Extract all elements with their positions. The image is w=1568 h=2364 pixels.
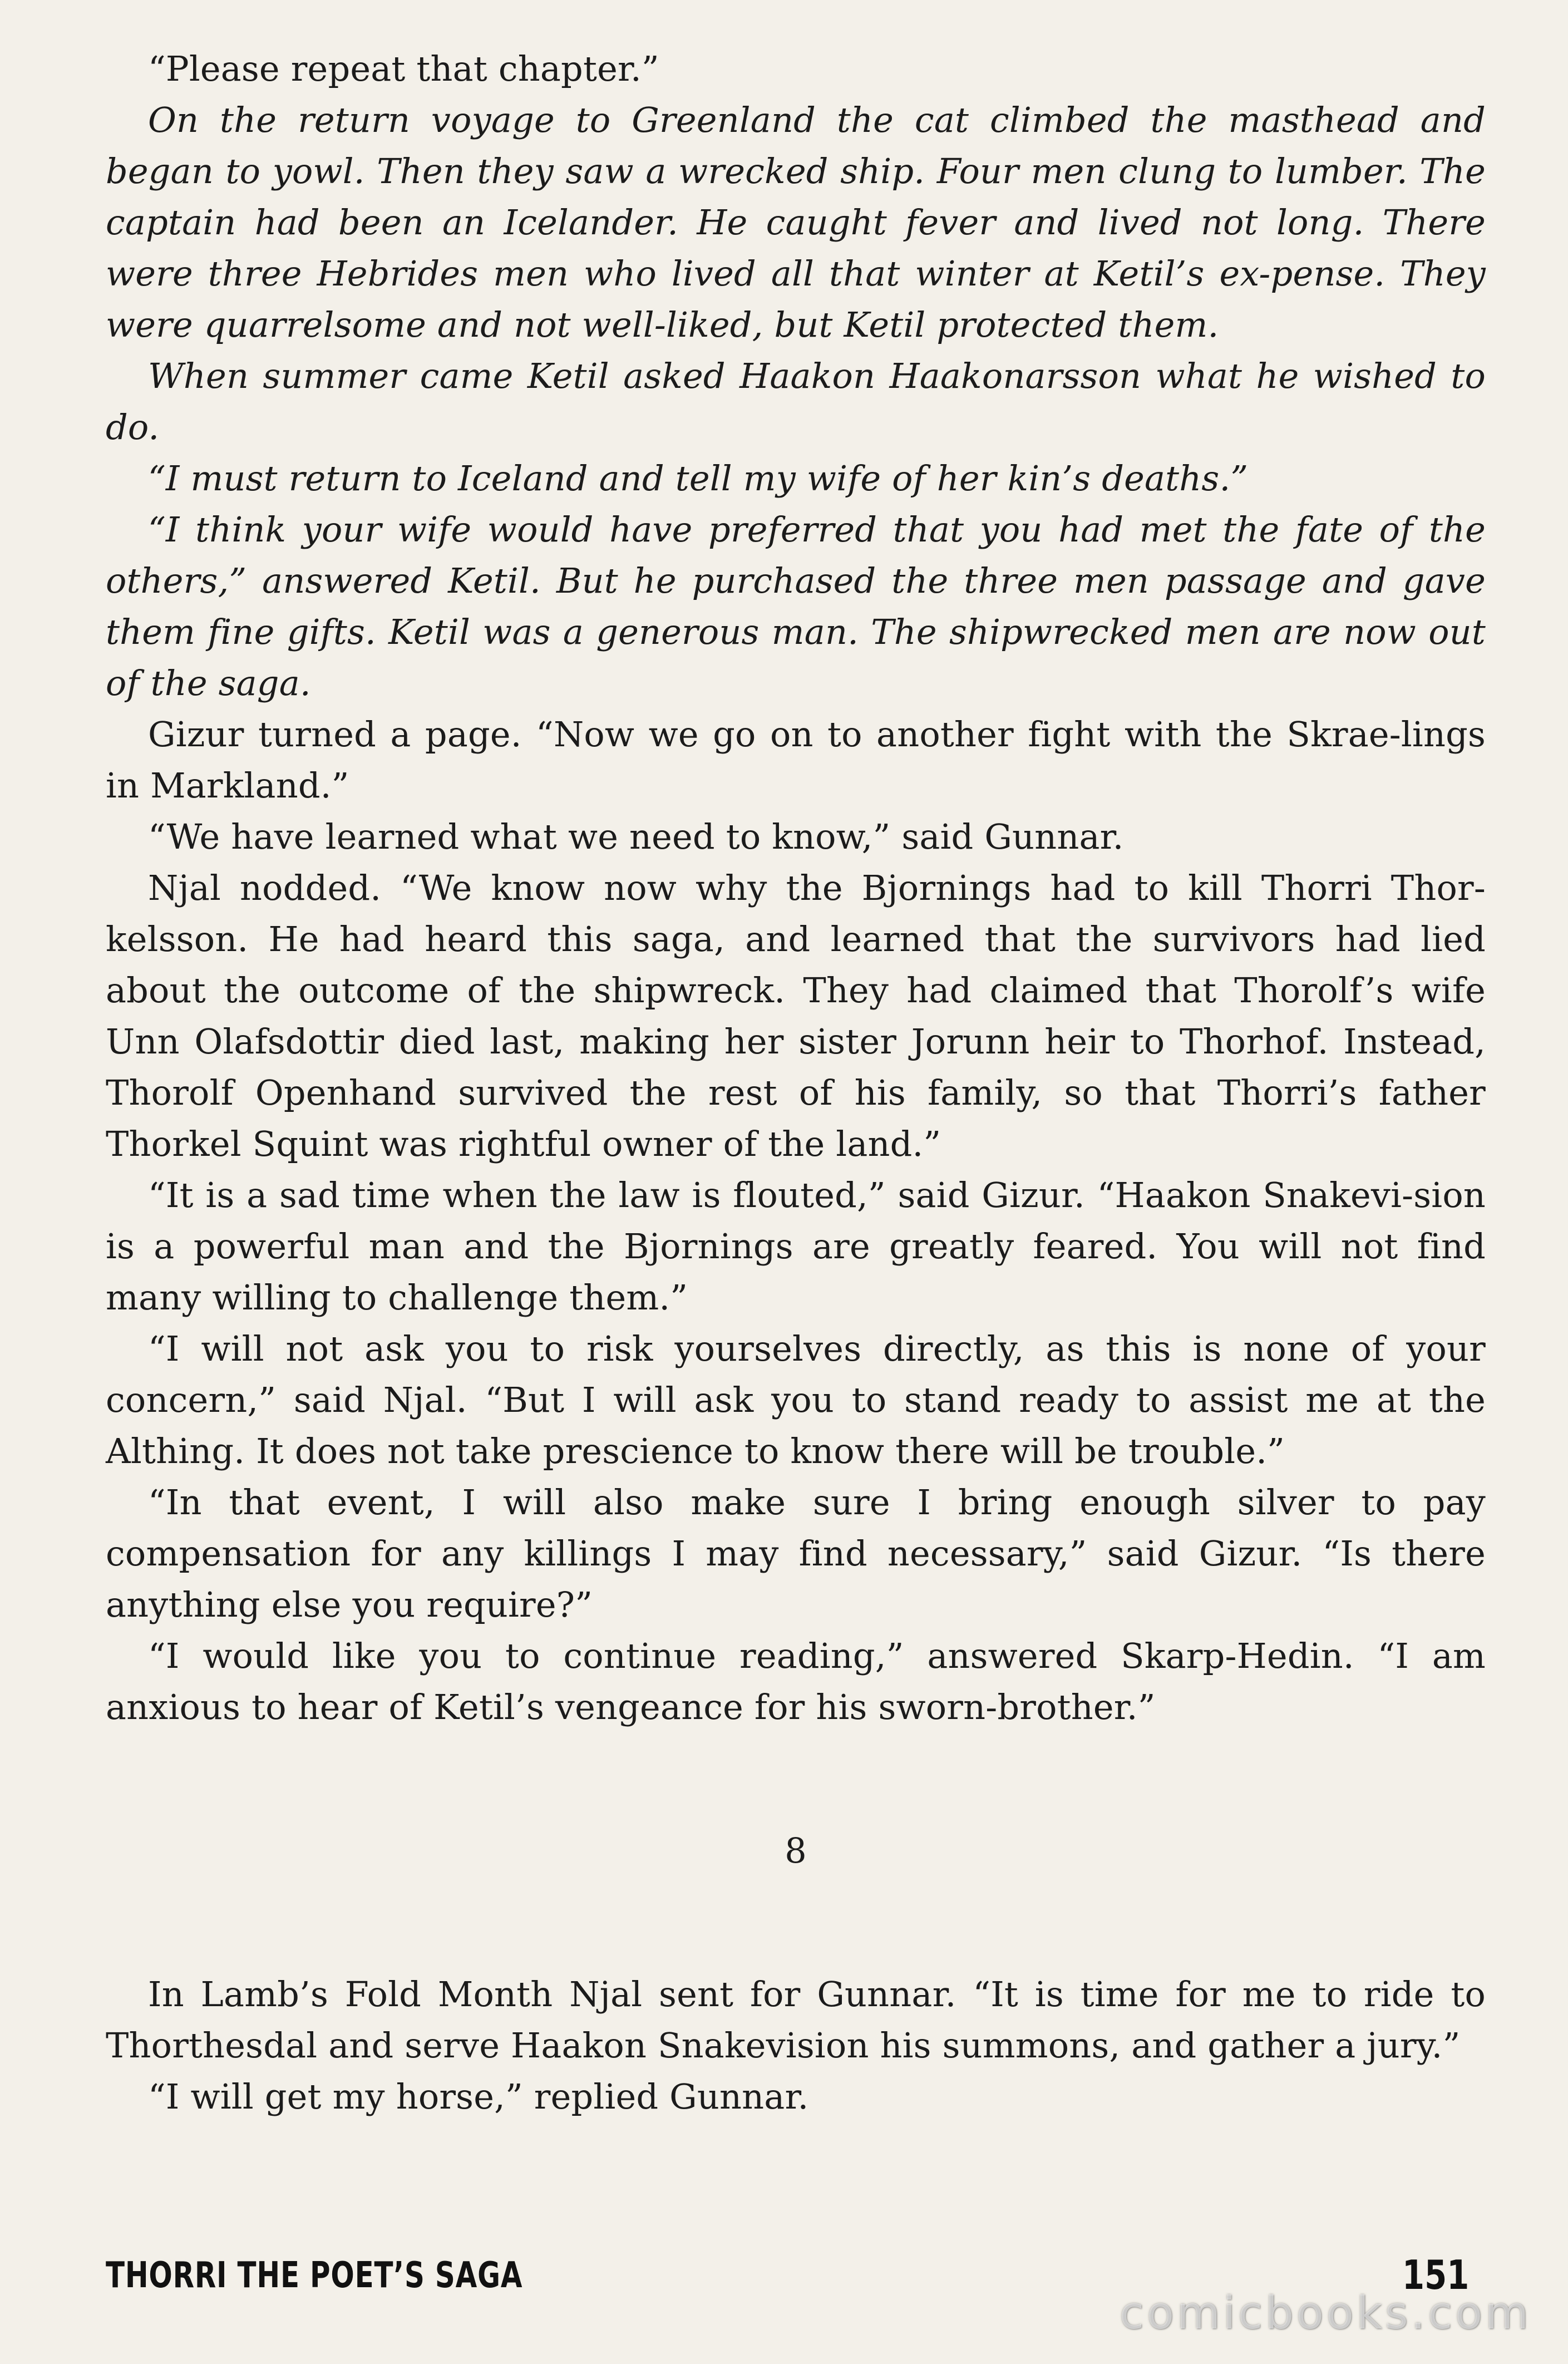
paragraph: “I must return to Iceland and tell my wife of her kin’s deaths.” bbox=[148, 458, 1249, 499]
page-number: 151 bbox=[1402, 2252, 1469, 2298]
paragraph: “In that event, I will also make sure I bring enough silver to pay compensation for any killings I may find necessary,” said Gizur. “Is there anything else you require?” bbox=[106, 1482, 1486, 1625]
paragraph: “I would like you to continue reading,” answered Skarp-Hedin. “I am anxious to hear of Ketil’s vengeance for his sworn-brother.” bbox=[106, 1636, 1486, 1727]
chapter-number: 8 bbox=[785, 1830, 807, 1871]
paragraph: In Lamb’s Fold Month Njal sent for Gunnar. “It is time for me to ride to Thorthesdal and serve Haakon Snakevision his summons, and gather a jury.” bbox=[106, 1974, 1486, 2066]
paragraph: When summer came Ketil asked Haakon Haakonarsson what he wished to do. bbox=[106, 356, 1486, 447]
running-title: THORRI THE POET’S SAGA bbox=[106, 2255, 523, 2296]
paragraph: “I will get my horse,” replied Gunnar. bbox=[148, 2076, 809, 2117]
paragraph: On the return voyage to Greenland the cat climbed the masthead and began to yowl. Then they saw a wrecked ship. Four men clung to lumber. The captain had been an Icelander. He caught fever and lived not long. There were three Hebrides men who lived all that winter at Ketil’s ex-pense. They were quarrelsome and not well-liked, but Ketil protected them. bbox=[106, 100, 1486, 345]
paragraph: “I think your wife would have preferred that you had met the fate of the others,” answered Ketil. But he purchased the three men passage and gave them fine gifts. Ketil was a generous man. The shipwrecked men are now out of the saga. bbox=[106, 509, 1486, 703]
paragraph: “We have learned what we need to know,” said Gunnar. bbox=[148, 816, 1124, 857]
paragraph: Njal nodded. “We know now why the Bjornings had to kill Thorri Thor-kelsson. He had heard this saga, and learned that the survivors had lied about the outcome of the shipwreck. They had claimed that Thorolf’s wife Unn Olafsdottir died last, making her sister Jorunn heir to Thorhof. Instead, Thorolf Openhand survived the rest of his family, so that Thorri’s father Thorkel Squint was rightful owner of the land.” bbox=[106, 868, 1486, 1164]
paragraph: Gizur turned a page. “Now we go on to another fight with the Skrae-lings in Markland.” bbox=[106, 714, 1486, 806]
paragraph: “I will not ask you to risk yourselves directly, as this is none of your concern,” said Njal. “But I will ask you to stand ready to assist me at the Althing. It does not take prescience to know there will be trouble.” bbox=[106, 1328, 1486, 1471]
page-text bbox=[106, 43, 1486, 2122]
paragraph: “Please repeat that chapter.” bbox=[148, 48, 659, 89]
paragraph: “It is a sad time when the law is flouted,” said Gizur. “Haakon Snakevi-sion is a powerful man and the Bjornings are greatly feared. You will not find many willing to challenge them.” bbox=[106, 1175, 1486, 1318]
watermark: comicbooks.com bbox=[1119, 2287, 1531, 2339]
